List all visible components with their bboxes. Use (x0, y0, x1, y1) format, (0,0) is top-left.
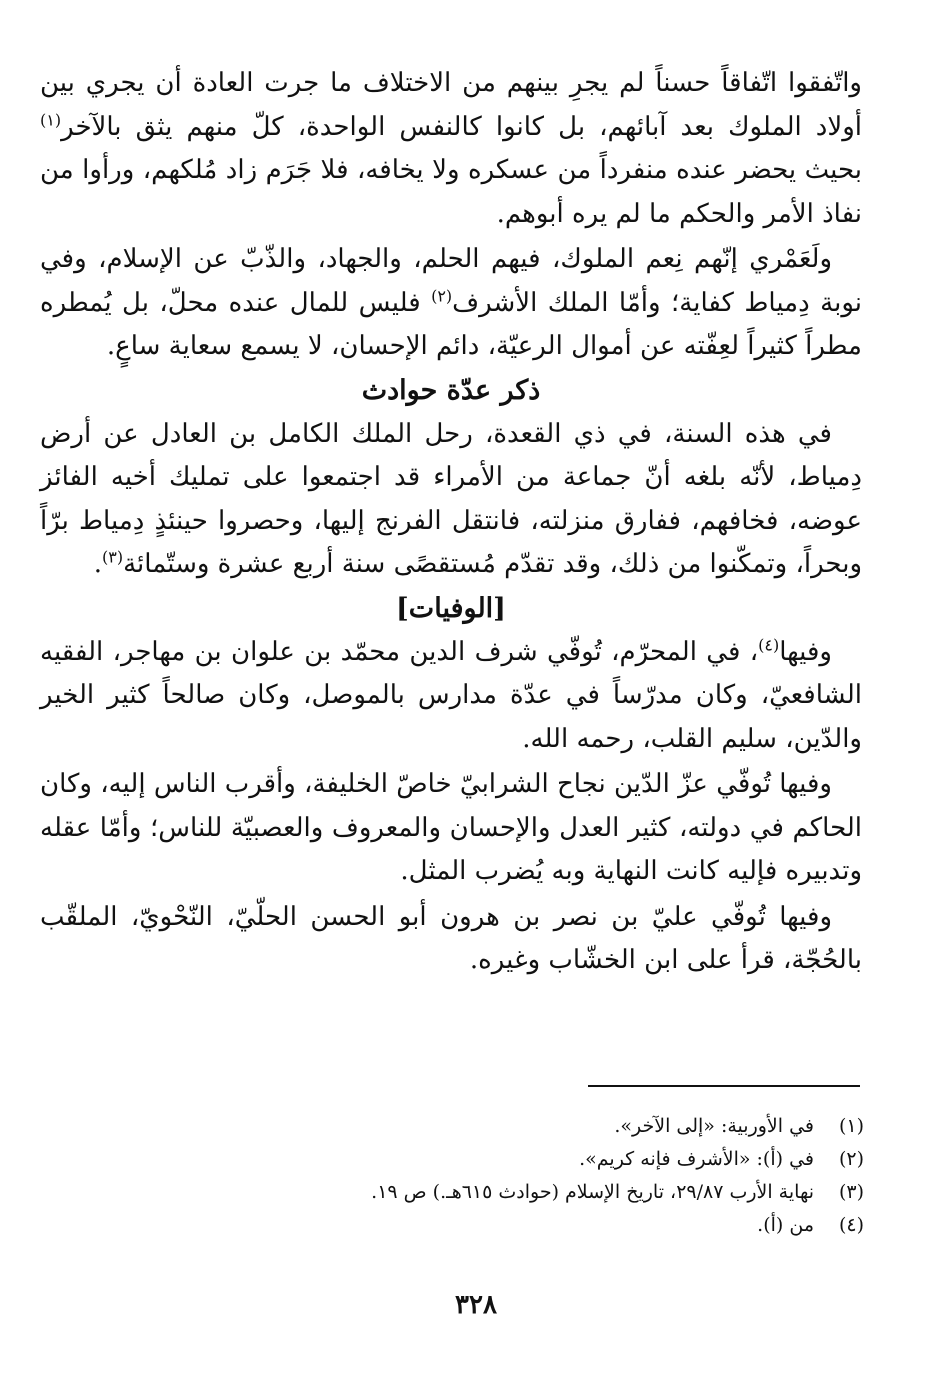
footnotes (304, 1110, 864, 1242)
paragraph-text: . (93, 549, 102, 579)
footnote-4 (304, 1209, 864, 1242)
paragraph-text: بحيث يحضر عنده منفرداً من عسكره ولا يخافه، فلا جَرَم زاد مُلكهم، ورأوا من نفاذ الأمر والحكم ما لم يره أبوهم. (40, 155, 862, 229)
paragraph-text: ، في المحرّم، تُوفّي شرف الدين محمّد بن علوان بن مهاجر، الفقيه الشافعيّ، وكان مدرّساً في عدّة مدارس بالموصل، وكان صالحاً كثير الخير والدّين، سليم القلب، رحمه الله. (40, 636, 862, 754)
paragraph-obituary-3: وفيها تُوفّي عليّ بن نصر بن هرون أبو الحسن الحلّيّ، النّحْويّ، الملقّب بالحُجّة، قرأ على ابن الخشّاب وغيره. (40, 901, 862, 975)
footnote-ref-4[interactable]: (٤) (758, 634, 780, 654)
paragraph-text: ولَعَمْري إنّهم نِعم الملوك، فيهم الحلم، والجهاد، والذّبّ عن الإسلام، وفي نوبة دِمياط كفاية؛ وأمّا الملك الأشرف (40, 244, 862, 318)
footnote-ref-3[interactable]: (٣) (102, 547, 124, 567)
footnote-3 (304, 1176, 864, 1209)
footnote-text: نهاية الأرب ٢٩/٨٧، تاريخ الإسلام (حوادث ٦١٥هـ.) ص ١٩. (371, 1181, 814, 1203)
paragraph-events (40, 413, 862, 587)
footnote-ref-1[interactable]: (١) (40, 109, 62, 129)
paragraph-kings (40, 238, 862, 369)
footnote-text: من (أ). (757, 1214, 814, 1236)
paragraph-brothers (40, 62, 862, 236)
paragraph-text: فليس للمال عنده محلّ، بل يُمطره مطراً كثيراً لعِفّته عن أموال الرعيّة، دائم الإحسان، لا يسمع سعاية ساعٍ. (40, 287, 862, 361)
footnote-ref-2[interactable]: (٢) (431, 285, 453, 305)
page-number: ٣٢٨ (455, 1290, 497, 1320)
paragraph-text: وفيها (779, 636, 832, 667)
paragraph-text: في هذه السنة، في ذي القعدة، رحل الملك الكامل بن العادل عن أرض دِمياط، لأنّه بلغه أنّ جماعة من الأمراء قد اجتمعوا على تمليك أخيه الفائز عوضه، فخافهم، ففارق منزلته، فانتقل الفرنج إليها، وحصروا حينئذٍ دِمياط برّاً وبحراً، وتمكّنوا من ذلك، وقد تقدّم مُستقصًى سنة أربع عشرة وستّمائة (40, 418, 862, 579)
footnote-text: في (أ): «الأشرف فإنه كريم». (579, 1148, 814, 1170)
section-heading-obituaries: [الوفيات] (396, 592, 506, 624)
paragraph-obituary-1 (40, 631, 862, 762)
footnote-number: (١) (838, 1115, 864, 1137)
footnote-1 (304, 1110, 864, 1143)
paragraph-text: واتّفقوا اتّفاقاً حسناً لم يجرِ بينهم من الاختلاف ما جرت العادة أن يجري بين أولاد الملوك بعد آبائهم، بل كانوا كالنفس الواحدة، كلّ منهم يثق بالآخر (40, 68, 862, 142)
footnote-2 (304, 1143, 864, 1176)
footnote-number: (٢) (838, 1148, 864, 1170)
footnote-number: (٤) (838, 1214, 864, 1236)
footnote-divider (588, 1085, 860, 1087)
page-body (40, 62, 862, 983)
section-heading-events: ذكر عدّة حوادث (361, 374, 541, 406)
footnote-text: في الأوربية: «إلى الآخر». (614, 1115, 814, 1137)
footnote-number: (٣) (838, 1181, 864, 1203)
paragraph-obituary-2: وفيها تُوفّي عزّ الدّين نجاح الشرابيّ خاصّ الخليفة، وأقرب الناس إليه، وكان الحاكم في دولته، كثير العدل والإحسان والمعروف والعصبيّة للناس؛ وأمّا عقله وتدبيره فإليه كانت النهاية وبه يُضرب المثل. (40, 769, 862, 886)
